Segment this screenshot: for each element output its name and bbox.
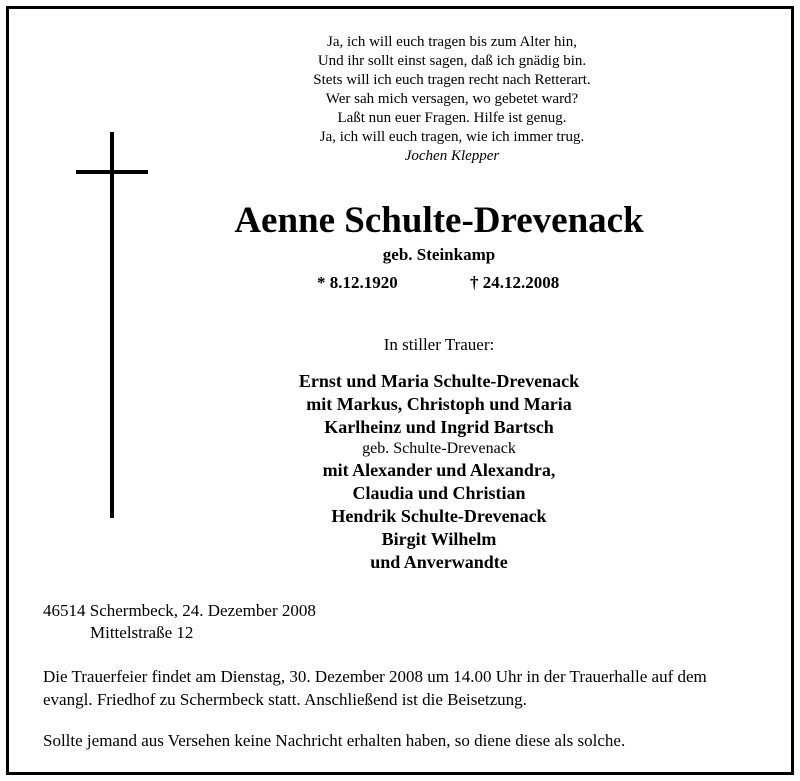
poem-line: Laßt nun euer Fragen. Hilfe ist genug. <box>337 110 567 126</box>
notice-line: Sollte jemand aus Versehen keine Nachricht erhalten haben, so diene diese als solche. <box>43 731 626 750</box>
deceased-name: Aenne Schulte-Drevenack <box>234 200 644 241</box>
funeral-info <box>43 665 783 711</box>
poem-line: Stets will ich euch tragen recht nach Retterart. <box>313 72 591 88</box>
family-line: geb. Schulte-Drevenack <box>362 440 516 457</box>
family-line: Birgit Wilhelm <box>381 529 497 549</box>
obituary-frame <box>6 6 794 775</box>
funeral-info-line: evangl. Friedhof zu Schermbeck statt. Anschließend ist die Beisetzung. <box>43 690 527 709</box>
family-line: Hendrik Schulte-Drevenack <box>331 506 547 526</box>
place-date: 46514 Schermbeck, 24. Dezember 2008 <box>43 601 316 620</box>
family-line: mit Alexander und Alexandra, <box>322 460 556 480</box>
notice-text <box>43 729 783 752</box>
poem-verse <box>252 33 652 166</box>
life-dates <box>189 273 689 295</box>
maiden-name: geb. Steinkamp <box>382 245 496 264</box>
family-line: Karlheinz und Ingrid Bartsch <box>324 417 554 437</box>
poem-line: Und ihr sollt einst sagen, daß ich gnädig bin. <box>317 53 587 69</box>
family-line: mit Markus, Christoph und Maria <box>306 394 572 414</box>
family-list <box>189 370 689 574</box>
cross-icon-bar <box>76 170 148 174</box>
poem-line: Ja, ich will euch tragen bis zum Alter hin, <box>327 34 577 50</box>
poem-line: Wer sah mich versagen, wo gebetet ward? <box>325 91 579 107</box>
poem-author: Jochen Klepper <box>404 148 500 164</box>
street-address: Mittelstraße 12 <box>90 623 194 642</box>
cross-icon <box>110 132 114 518</box>
death-date: † 24.12.2008 <box>470 273 560 292</box>
mourning-intro: In stiller Trauer: <box>383 335 495 354</box>
family-line: und Anverwandte <box>370 552 508 572</box>
funeral-info-line: Die Trauerfeier findet am Dienstag, 30. Dezember 2008 um 14.00 Uhr in der Trauerhalle auf dem <box>43 667 707 686</box>
birth-date: * 8.12.1920 <box>317 273 398 292</box>
family-line: Claudia und Christian <box>352 483 526 503</box>
family-line: Ernst und Maria Schulte-Drevenack <box>298 371 580 391</box>
poem-line: Ja, ich will euch tragen, wie ich immer trug. <box>319 129 585 145</box>
